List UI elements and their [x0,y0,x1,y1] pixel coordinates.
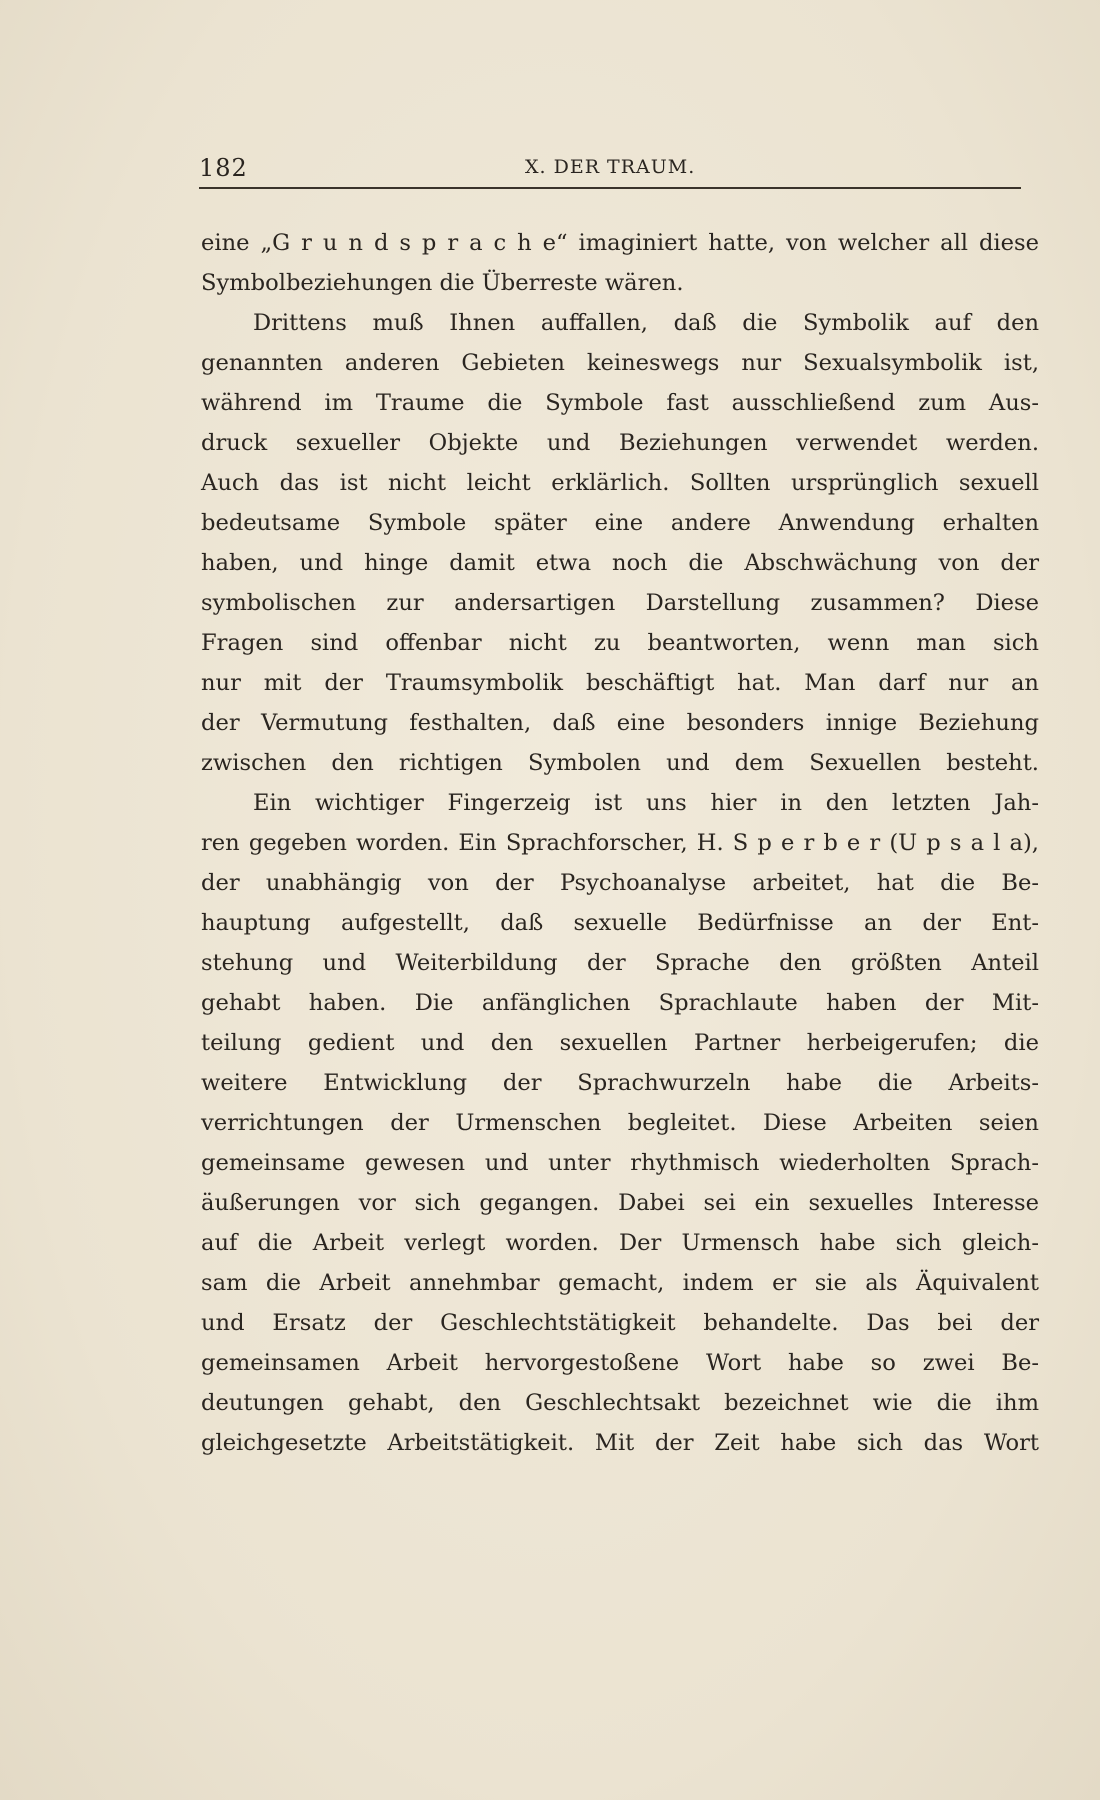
text-line: hauptung aufgestellt, daß sexuelle Bedürfnisse an der Ent- [201,910,1039,936]
text-line: eine „G r u n d s p r a c h e“ imaginiert hatte, von welcher all diese [201,230,1039,256]
text-line: gemeinsame gewesen und unter rhythmisch wiederholten Sprach- [201,1150,1039,1176]
text-line: nur mit der Traumsymbolik beschäftigt hat. Man darf nur an [201,670,1039,696]
header-rule [199,187,1021,189]
text-line: teilung gedient und den sexuellen Partner herbeigerufen; die [201,1030,1039,1056]
text-line: und Ersatz der Geschlechtstätigkeit behandelte. Das bei der [201,1310,1039,1336]
body-text [201,223,1039,1463]
text-line: druck sexueller Objekte und Beziehungen verwendet werden. [201,430,1039,456]
text-line: haben, und hinge damit etwa noch die Abschwächung von der [201,550,1039,576]
text-line: deutungen gehabt, den Geschlechtsakt bezeichnet wie die ihm [201,1390,1039,1416]
text-line: zwischen den richtigen Symbolen und dem Sexuellen besteht. [201,750,1039,776]
page-header [199,150,1021,186]
text-line: symbolischen zur andersartigen Darstellung zusammen? Diese [201,590,1039,616]
text-line: verrichtungen der Urmenschen begleitet. Diese Arbeiten seien [201,1110,1039,1136]
text-line: auf die Arbeit verlegt worden. Der Urmensch habe sich gleich- [201,1230,1039,1256]
running-head: X. DER TRAUM. [525,156,696,178]
text-line: Ein wichtiger Fingerzeig ist uns hier in den letzten Jah- [253,790,1039,816]
text-line: bedeutsame Symbole später eine andere Anwendung erhalten [201,510,1039,536]
text-line: gemeinsamen Arbeit hervorgestoßene Wort habe so zwei Be- [201,1350,1039,1376]
text-line: gleichgesetzte Arbeitstätigkeit. Mit der Zeit habe sich das Wort [201,1430,1039,1456]
page-number: 182 [199,154,248,182]
text-line: Auch das ist nicht leicht erklärlich. Sollten ursprünglich sexuell [201,470,1039,496]
text-line: Symbolbeziehungen die Überreste wären. [201,270,684,296]
text-line: gehabt haben. Die anfänglichen Sprachlaute haben der Mit- [201,990,1039,1016]
text-line: ren gegeben worden. Ein Sprachforscher, H. S p e r b e r (U p s a l a), [201,830,1039,856]
text-line: der Vermutung festhalten, daß eine besonders innige Beziehung [201,710,1039,736]
text-line: weitere Entwicklung der Sprachwurzeln habe die Arbeits- [201,1070,1039,1096]
text-line: während im Traume die Symbole fast ausschließend zum Aus- [201,390,1039,416]
text-line: Drittens muß Ihnen auffallen, daß die Symbolik auf den [253,310,1039,336]
text-line: der unabhängig von der Psychoanalyse arbeitet, hat die Be- [201,870,1039,896]
text-line: genannten anderen Gebieten keineswegs nur Sexualsymbolik ist, [201,350,1039,376]
text-line: äußerungen vor sich gegangen. Dabei sei ein sexuelles Interesse [201,1190,1039,1216]
text-line: Fragen sind offenbar nicht zu beantworten, wenn man sich [201,630,1039,656]
text-line: stehung und Weiterbildung der Sprache den größten Anteil [201,950,1039,976]
text-line: sam die Arbeit annehmbar gemacht, indem er sie als Äquivalent [201,1270,1039,1296]
